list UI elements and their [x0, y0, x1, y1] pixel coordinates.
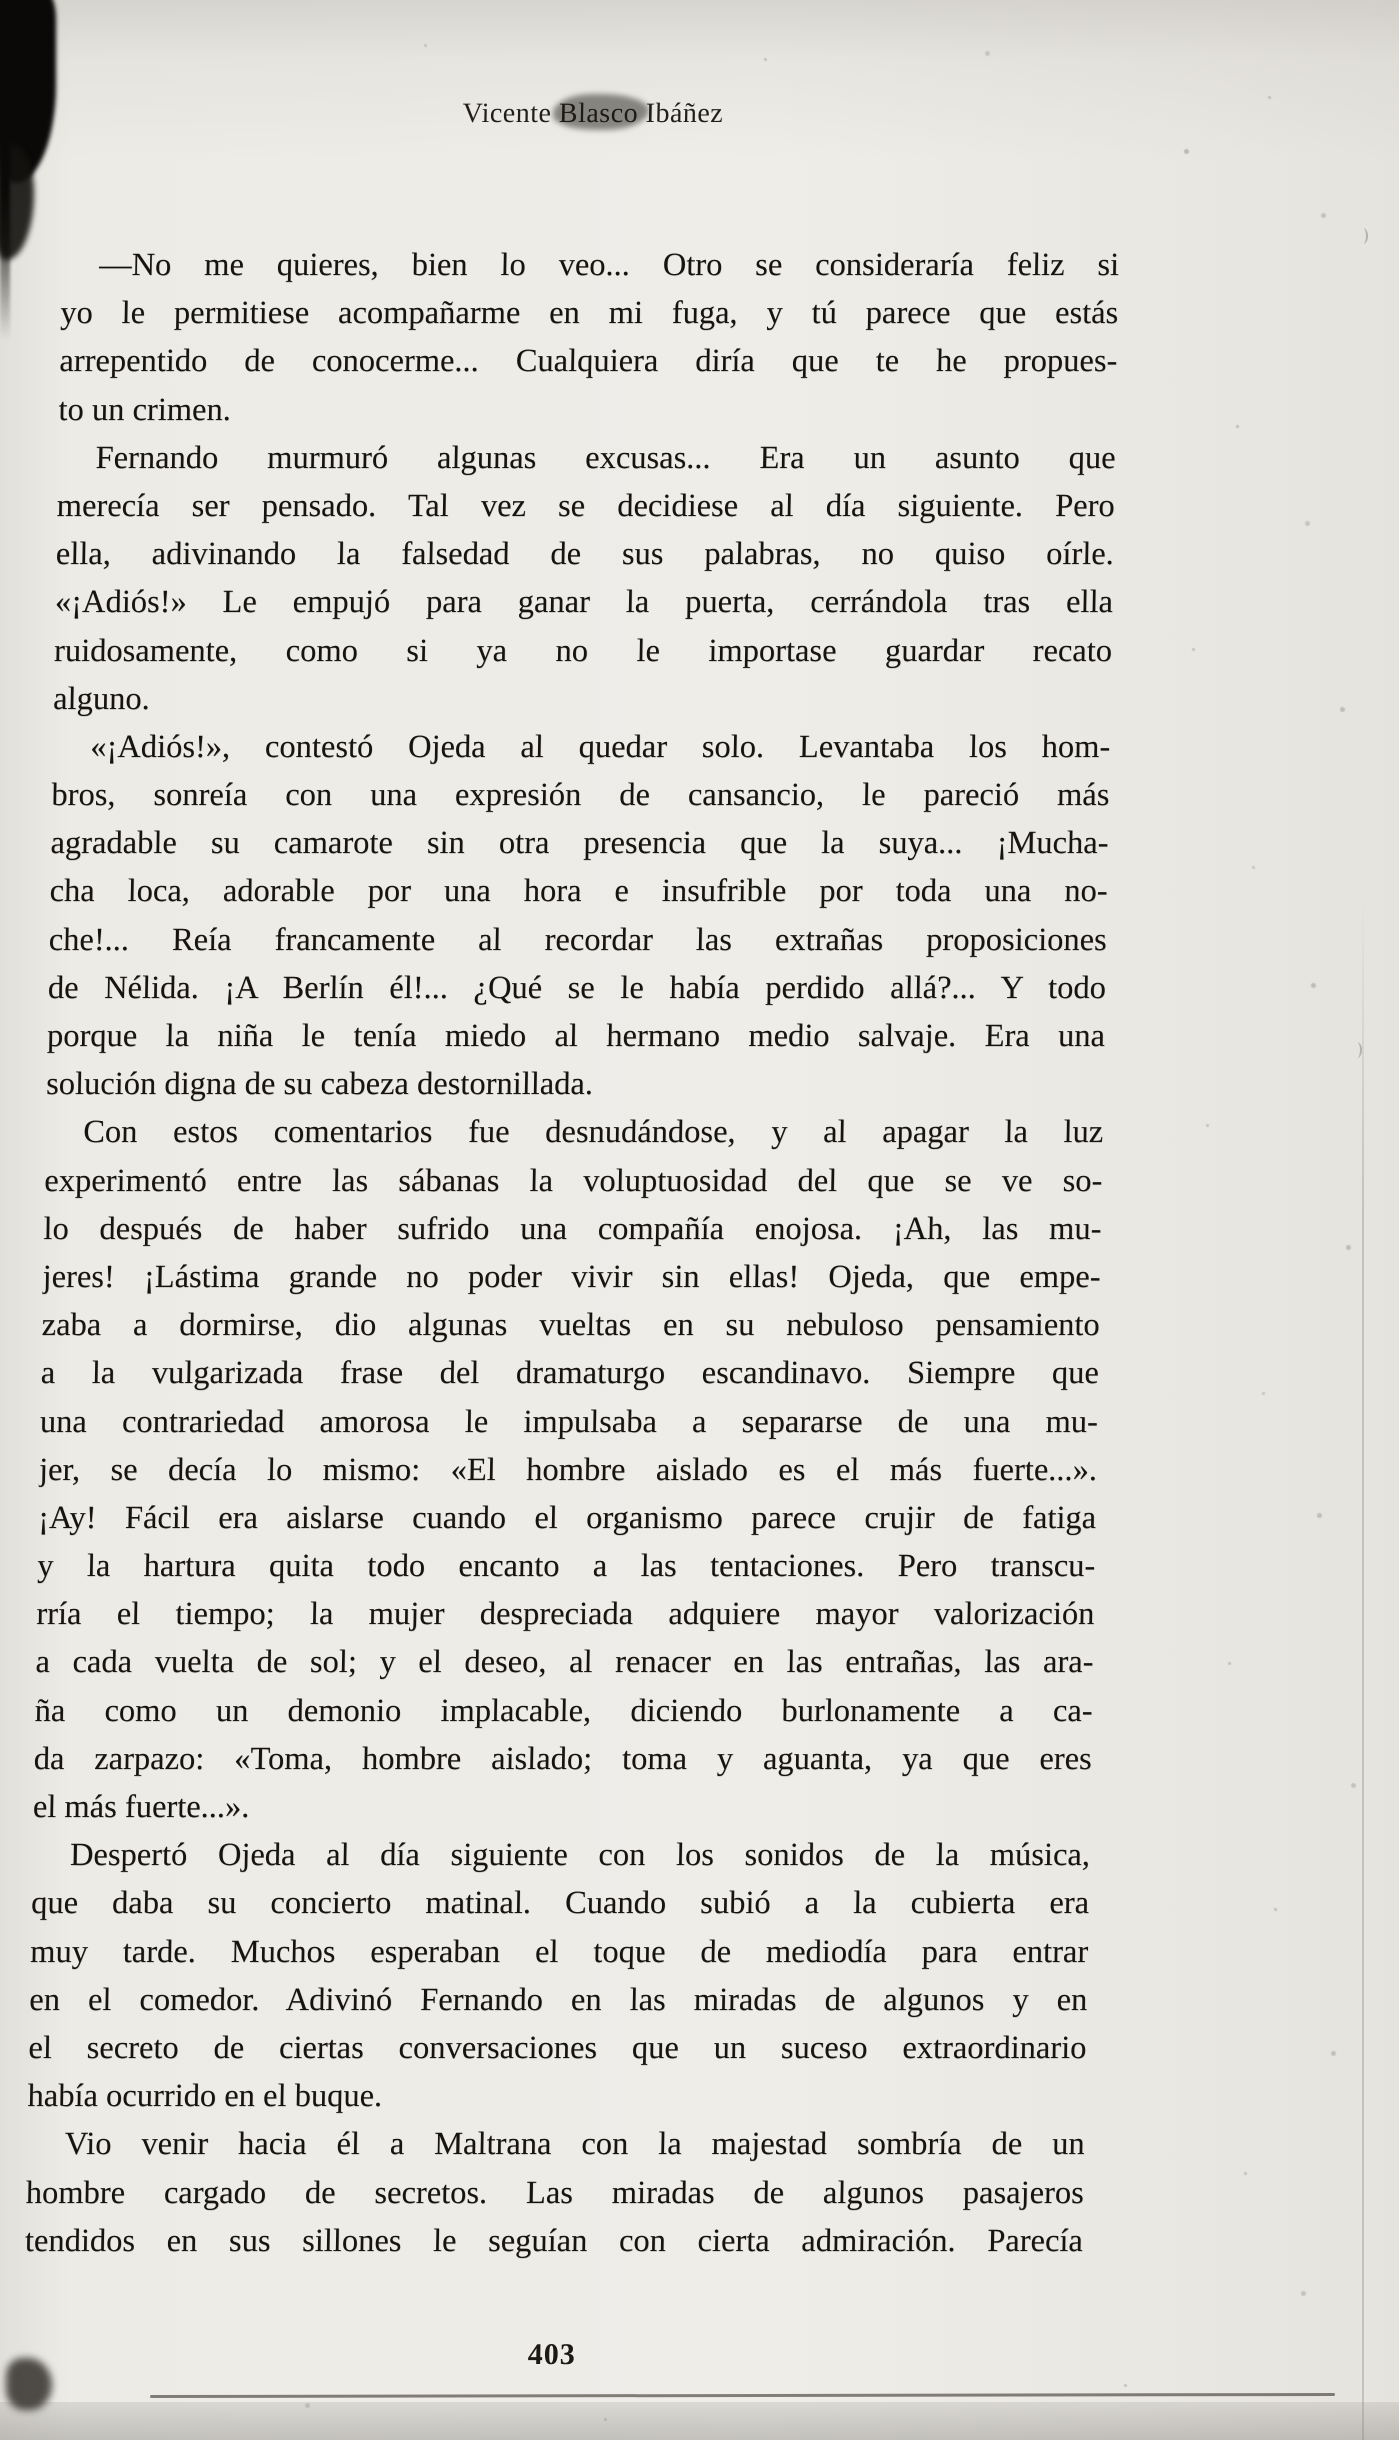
text-line: da zarpazo: «Toma, hombre aislado; toma y aguanta, ya que eres: [33, 1740, 1093, 1777]
text-line: el más fuerte...».: [32, 1789, 250, 1825]
text-line: en el comedor. Adivinó Fernando en las miradas de algunos y en: [29, 1981, 1088, 2018]
text-line: cha loca, adorable por una hora e insufrible por toda una no-: [49, 873, 1108, 910]
paragraph: [24, 2120, 1085, 2265]
text-line: de Nélida. ¡A Berlín él!... ¿Qué se le había perdido allá?... Y todo: [47, 969, 1107, 1006]
text-line: tendidos en sus sillones le seguían con cierta admiración. Parecía: [24, 2222, 1084, 2259]
text-line: experimentó entre las sábanas la voluptuosidad del que se ve so-: [44, 1162, 1103, 1199]
text-line: ña como un demonio implacable, diciendo burlonamente a ca-: [34, 1692, 1093, 1729]
text-line: merecía ser pensado. Tal vez se decidiese al día siguiente. Pero: [56, 487, 1116, 524]
paragraph: [53, 434, 1116, 723]
text-line: Vio venir hacia él a Maltrana con la majestad sombría de un: [64, 2126, 1086, 2163]
margin-mark: [1352, 1042, 1362, 1058]
text-line: que daba su concierto matinal. Cuando subió a la cubierta era: [30, 1885, 1090, 1922]
left-edge-ink-strip: [0, 0, 10, 340]
text-line: to un crimen.: [58, 391, 232, 428]
margin-mark: [1358, 228, 1368, 244]
text-line: arrepentido de conocerme... Cualquiera diría que te he propues-: [59, 343, 1118, 380]
text-line: Fernando murmuró algunas excusas... Era un asunto que: [95, 439, 1116, 476]
text-line: porque la niña le tenía miedo al hermano medio salvaje. Era una: [46, 1018, 1106, 1054]
text-line: ¡Ay! Fácil era aislarse cuando el organismo parece crujir de fatiga: [37, 1499, 1097, 1536]
paragraph: [58, 241, 1120, 434]
text-line: a la vulgarizada frase del dramaturgo escandinavo. Siempre que: [40, 1355, 1100, 1392]
text-line: Despertó Ojeda al día siguiente con los sonidos de la música,: [69, 1837, 1091, 1874]
text-body: [24, 241, 1119, 2265]
paragraph: [32, 1108, 1103, 1831]
page-content: [21, 0, 1124, 2440]
text-line: alguno.: [52, 680, 151, 717]
paragraph: [46, 723, 1111, 1109]
text-line: «¡Adiós!», contestó Ojeda al quedar solo. Levantaba los hom-: [89, 728, 1111, 765]
text-line: y la hartura quita todo encanto a las tentaciones. Pero transcu-: [36, 1548, 1096, 1585]
ink-smudge: [553, 94, 650, 130]
text-line: muy tarde. Muchos esperaban el toque de mediodía para entrar: [29, 1933, 1089, 1970]
text-line: había ocurrido en el buque.: [27, 2078, 383, 2115]
text-line: una contrariedad amorosa le impulsaba a separarse de una mu-: [39, 1403, 1099, 1440]
bottom-left-ink-mark: [6, 2358, 52, 2410]
text-line: ella, adivinando la falsedad de sus palabras, no quiso oírle.: [55, 536, 1115, 573]
text-line: jer, se decía lo mismo: «El hombre aislado es el más fuerte...».: [38, 1451, 1098, 1488]
text-line: ruidosamente, como si ya no le importase guardar recato: [53, 632, 1113, 669]
text-line: —No me quieres, bien lo veo... Otro se consideraría feliz si: [98, 247, 1120, 283]
bottom-scan-band: [0, 2402, 1399, 2440]
text-line: rría el tiempo; la mujer despreciada adquiere mayor valorización: [36, 1596, 1095, 1633]
paragraph: [27, 1831, 1090, 2120]
page-number: 403: [527, 2338, 577, 2371]
text-line: bros, sonreía con una expresión de cansancio, le pareció más: [51, 777, 1110, 814]
text-line: zaba a dormirse, dio algunas vueltas en su nebuloso pensamiento: [41, 1307, 1101, 1344]
text-line: Con estos comentarios fue desnudándose, y al apagar la luz: [82, 1114, 1104, 1151]
text-line: hombre cargado de secretos. Las miradas de algunos pasajeros: [25, 2174, 1085, 2211]
text-line: jeres! ¡Lástima grande no poder vivir sin ellas! Ojeda, que empe-: [42, 1258, 1101, 1295]
right-edge-scan-line: [1362, 900, 1364, 2440]
text-line: che!... Reía francamente al recordar las extrañas proposiciones: [48, 921, 1108, 958]
text-line: «¡Adiós!» Le empujó para ganar la puerta, cerrándola tras ella: [54, 584, 1114, 621]
text-line: a cada vuelta de sol; y el deseo, al renacer en las entrañas, las ara-: [35, 1644, 1094, 1681]
text-line: agradable su camarote sin otra presencia que la suya... ¡Mucha-: [50, 825, 1109, 862]
text-line: lo después de haber sufrido una compañía enojosa. ¡Ah, las mu-: [43, 1210, 1102, 1247]
text-line: el secreto de ciertas conversaciones que un suceso extraordinario: [28, 2029, 1087, 2066]
running-header: Vicente Blasco Ibáñez: [462, 98, 724, 129]
text-line: yo le permitiese acompañarme en mi fuga, y tú parece que estás: [59, 295, 1119, 332]
text-line: solución digna de su cabeza destornillada.: [45, 1066, 594, 1103]
